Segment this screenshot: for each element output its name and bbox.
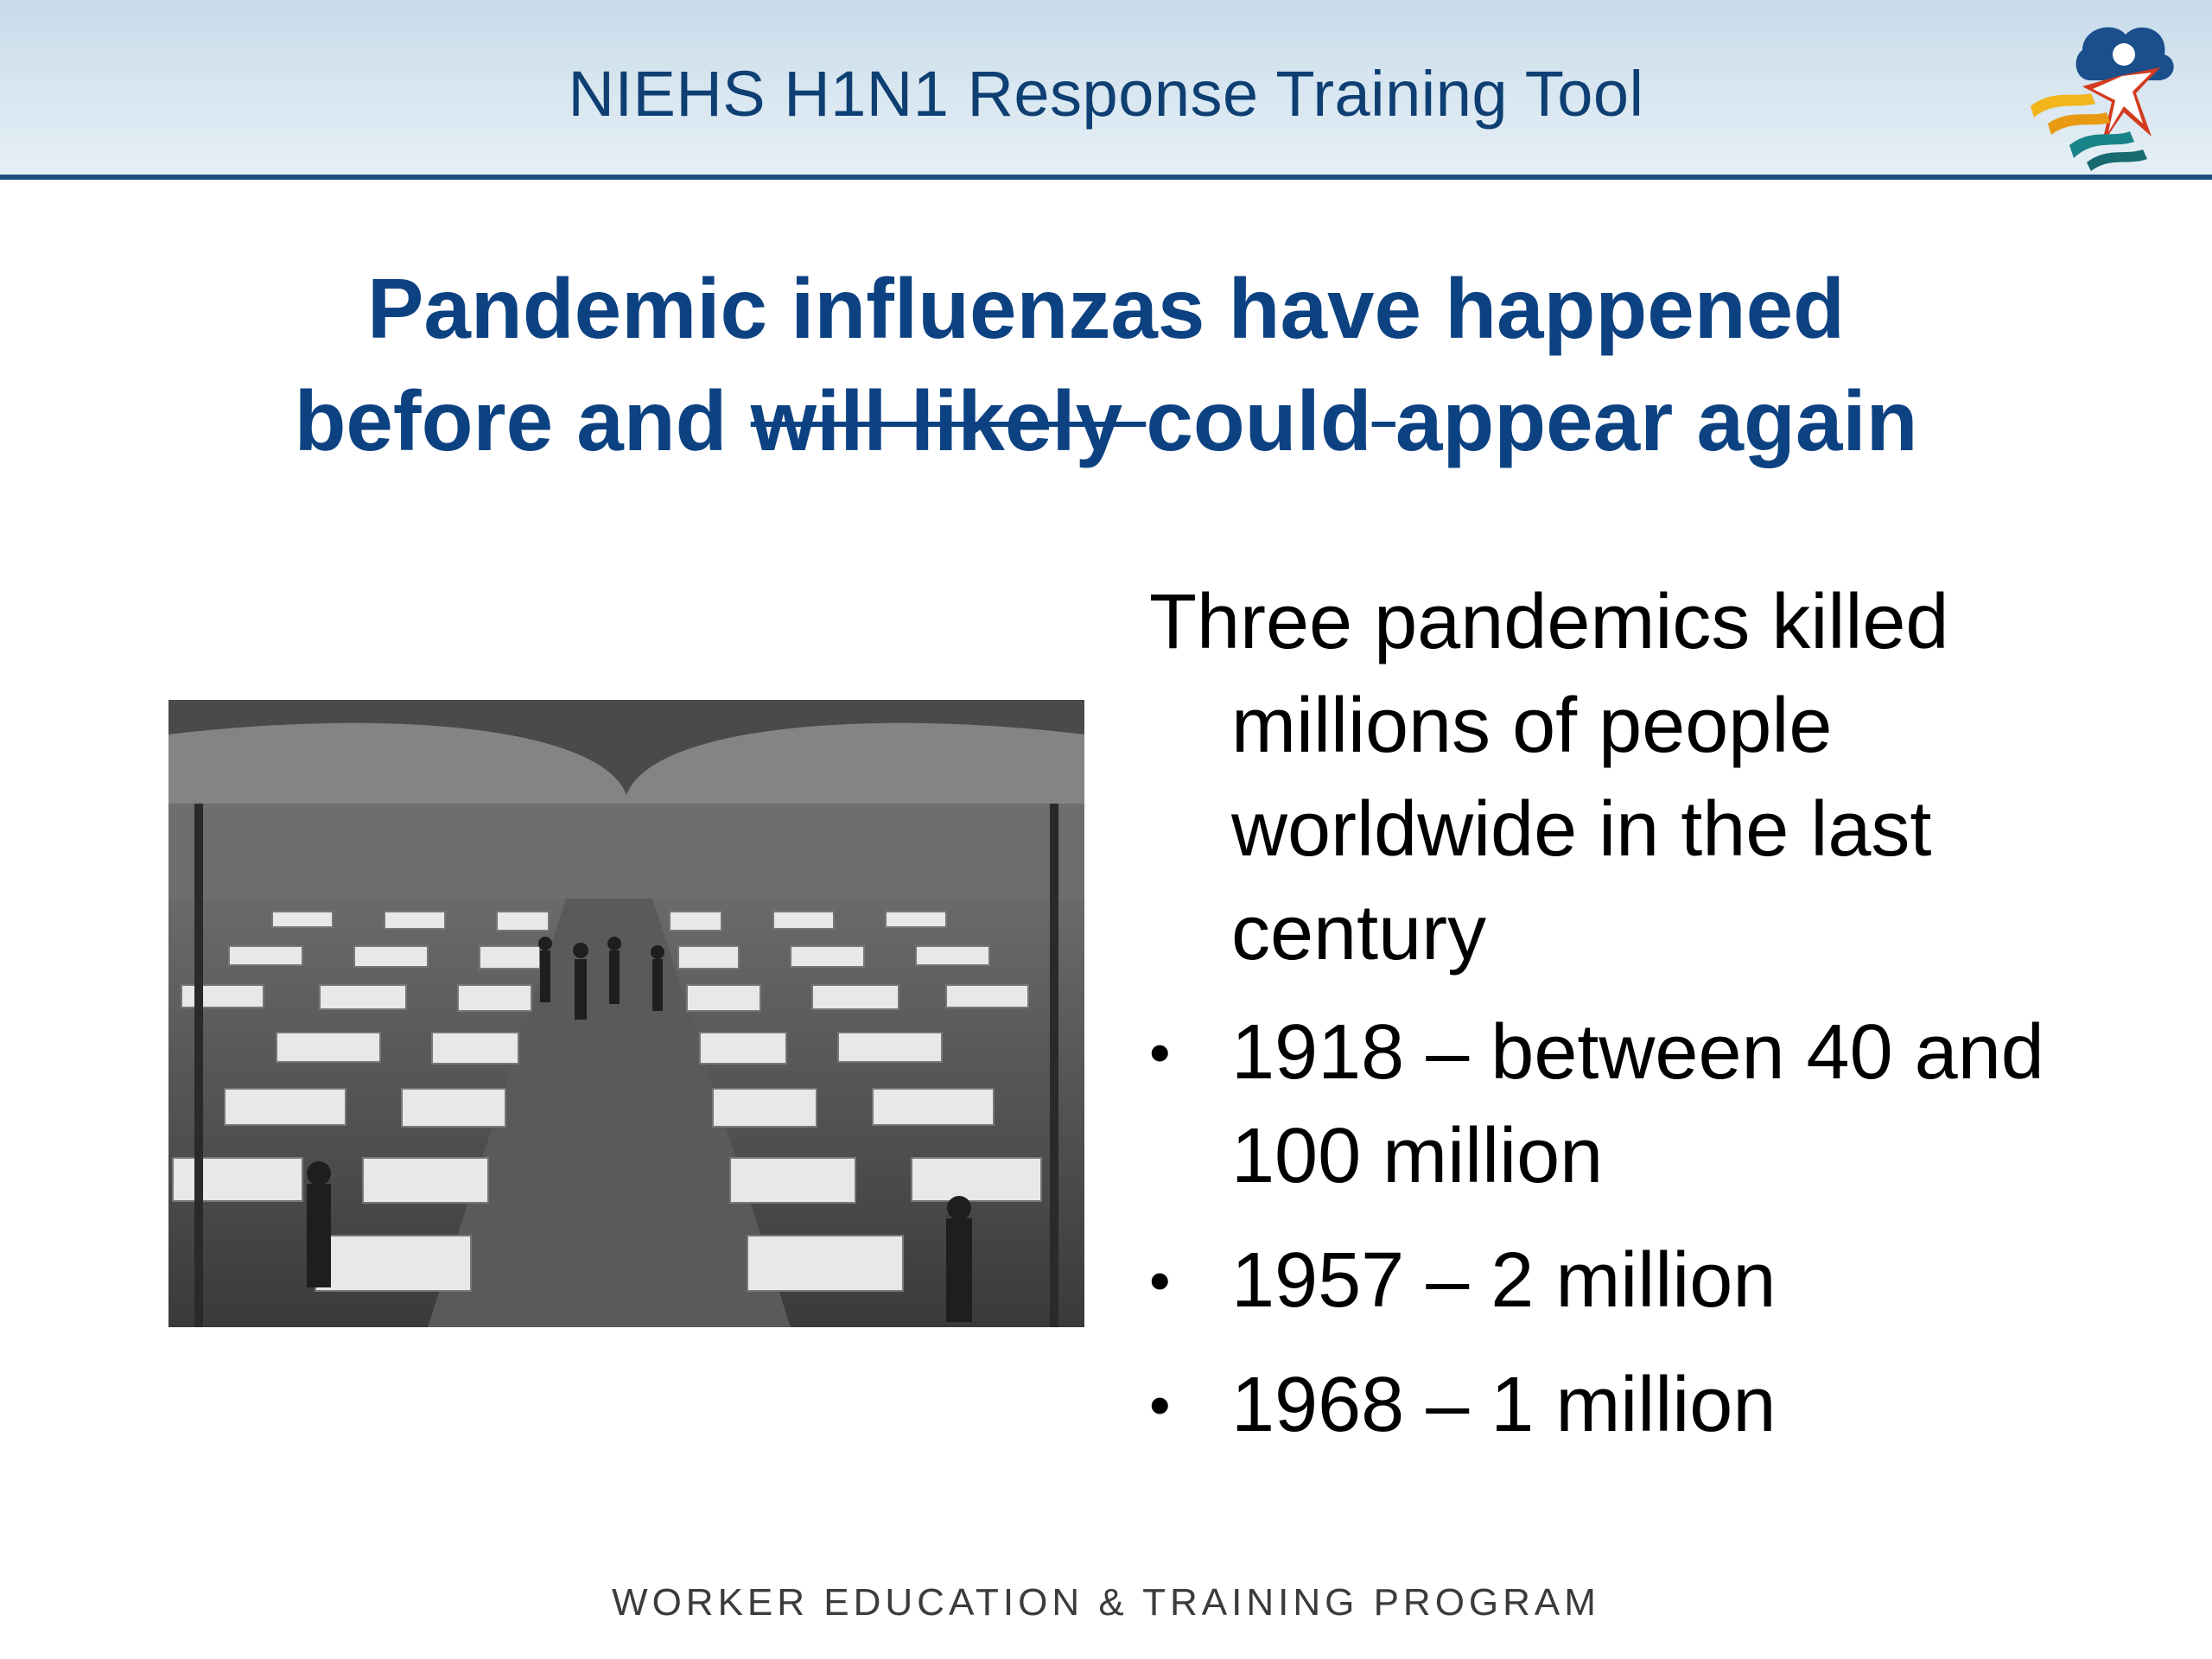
historic-hospital-ward-photo [168,700,1084,1327]
list-item [1149,1353,2117,1457]
pandemic-facts-list [1149,570,2117,1478]
list-item-text: 1968 – 1 million [1231,1362,1777,1448]
lead-paragraph: Three pandemics killed millions of people worldwide in the last century [1149,579,1949,976]
header-divider [0,175,2212,180]
slide-title-line-2 [138,365,2074,477]
header-title: NIEHS H1N1 Response Training Tool [568,58,1644,130]
title-struck-text: will likely [750,373,1147,468]
worker-training-logo-icon [2022,16,2195,171]
title-text-could: could [1146,373,1372,468]
bullet-marker: • [1149,1247,1171,1314]
list-item-text: 1957 – 2 million [1231,1237,1777,1324]
bullet-marker: • [1149,1371,1171,1439]
title-text-before: before and [294,373,751,468]
bullet-marker: • [1149,1019,1171,1086]
list-item [1149,1229,2117,1332]
list-item [1149,1001,2117,1208]
slide-title-line-1: Pandemic influenzas have happened [366,261,1846,356]
list-item-text: 1918 – between 40 and 100 million [1231,1009,2044,1199]
title-text-end: appear again [1395,373,1918,468]
footer-program-name: WORKER EDUCATION & TRAINING PROGRAM [612,1581,1600,1624]
title-struck-space [1372,373,1395,468]
slide-title [138,252,2074,477]
